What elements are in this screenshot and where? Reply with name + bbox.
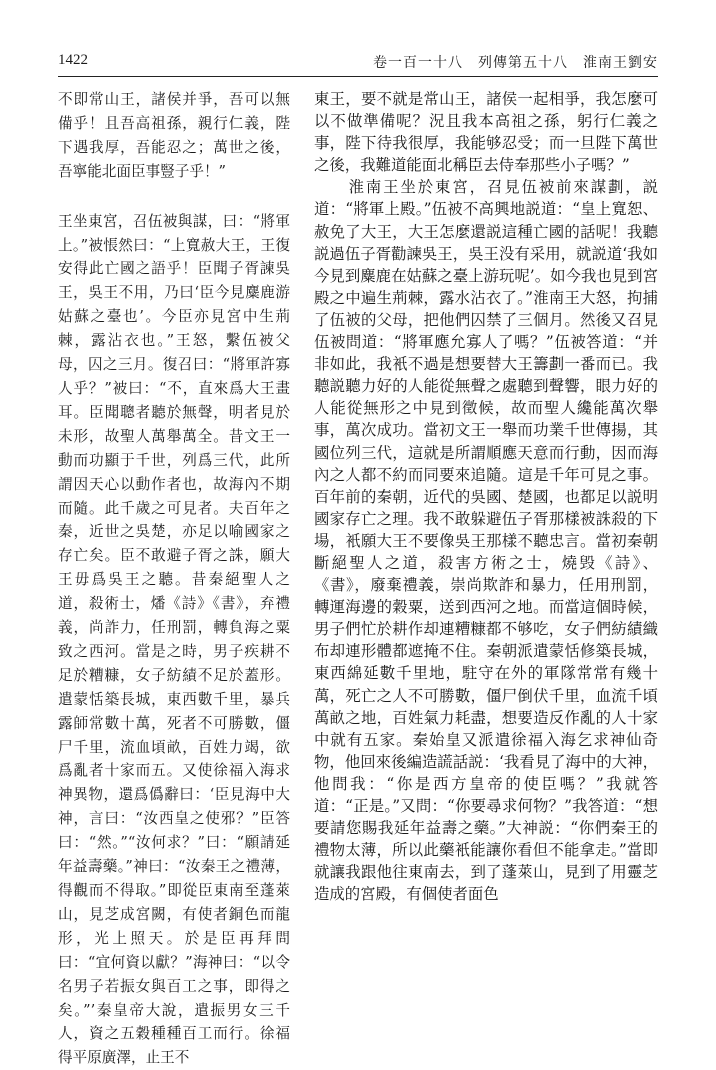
header-rule (58, 76, 658, 77)
running-title: 卷一百一十八 列傳第五十八 淮南王劉安 (373, 55, 658, 71)
page-number: 1422 (58, 52, 88, 68)
translation-paragraph-1: 東王，要不就是常山王，諸侯一起相爭，我怎麼可以不做準備呢？況且我本高祖之孫，躬行仁義之事，陛下待我很厚，我能够忍受；而一旦陛下萬世之後，我難道能面北稱臣去侍奉那些小子嗎？” (314, 90, 658, 175)
classical-text-column (58, 88, 290, 1067)
page-header (58, 52, 658, 72)
classical-paragraph-1: 不即常山王，諸侯并爭，吾可以無備乎！且吾高祖孫，親行仁義，陛下遇我厚，吾能忍之；萬世之後，吾寧能北面臣事豎子乎！” (58, 91, 290, 180)
translation-column (314, 88, 658, 980)
classical-paragraph-2: 王坐東宮，召伍被與謀，曰：“將軍上。”被悵然曰：“上寬赦大王，王復安得此亡國之語乎！臣聞子胥諫吳王，吳王不用，乃曰‘臣今見麋鹿游姑蘇之臺也’。今臣亦見宮中生荊棘，露沾衣也。”王怒，繫伍被父母，囚之三月。復召曰：“將軍許寡人乎？”被曰：“不，直來爲大王畫耳。臣聞聰者聽於無聲，明者見於未形，故聖人萬舉萬全。昔文王一動而功顯于千世，列爲三代，此所謂因天心以動作者也，故海內不期而隨。此千歲之可見者。夫百年之秦，近世之吳楚，亦足以喻國家之存亡矣。臣不敢避子胥之誅，願大王毋爲吳王之聽。昔秦絕聖人之道，殺術士，燔《詩》《書》，弃禮義，尚詐力，任刑罰，轉負海之粟致之西河。當是之時，男子疾耕不足於糟糠，女子紡績不足於蓋形。遣蒙恬築長城，東西數千里，暴兵露師常數十萬，死者不可勝數，僵尸千里，流血頃畝，百姓力竭，欲爲亂者十家而五。又使徐福入海求神異物，還爲僞辭曰：‘臣見海中大神，言曰：“汝西皇之使邪？”臣答曰：“然。”“汝何求？”曰：“願請延年益壽藥。”神曰：“汝秦王之禮薄，得觀而不得取。”即從臣東南至蓬萊山，見芝成宮闕，有使者銅色而龍形，光上照天。於是臣再拜問曰：“宜何資以獻？”海神曰：“以令名男子若振女與百工之事，即得之矣。”’秦皇帝大說，遣振男女三千人，資之五穀種種百工而行。徐福得平原廣澤，止王不 (58, 212, 290, 1067)
translation-paragraph-2: 淮南王坐於東宮，召見伍被前來謀劃，説道：“將軍上殿。”伍被不高興地説道：“皇上寬恕、赦免了大王，大王怎麼還説這種亡國的話呢！我聽説過伍子胥勸諫吳王，吳王没有采用，就説道‘我如今見到麋鹿在姑蘇之臺上游玩呢’。如今我也見到宮殿之中遍生荊棘，露水沾衣了。”淮南王大怒，拘捕了伍被的父母，把他們囚禁了三個月。然後又召見伍被問道：“將軍應允寡人了嗎？”伍被答道：“并非如此，我衹不過是想要替大王籌劃一番而已。我聽説聽力好的人能從無聲之處聽到聲響，眼力好的人能從無形之中見到徵候，故而聖人纔能萬次舉事，萬次成功。當初文王一舉而功業千世傳揚，其國位列三代，這就是所謂順應天意而行動，因而海內之人都不約而同要來追隨。這是千年可見之事。百年前的秦朝，近代的吳國、楚國，也都足以説明國家存亡之理。我不敢躲避伍子胥那樣被誅殺的下場，衹願大王不要像吳王那樣不聽忠言。當初秦朝斷絕聖人之道，殺害方術之士，燒毁《詩》、《書》，廢棄禮義，崇尚欺詐和暴力，任用刑罰，轉運海邊的穀粟，送到西河之地。而當這個時候，男子們忙於耕作却連糟糠都不够吃，女子們紡績織布却連形體都遮掩不住。秦朝派遣蒙恬修築長城，東西綿延數千里地，駐守在外的軍隊常常有幾十萬，死亡之人不可勝數，僵尸倒伏千里，血流千頃萬畝之地，百姓氣力耗盡，想要造反作亂的人十家中就有五家。秦始皇又派遣徐福入海乞求神仙奇物，他回來後編造謊話説：‘我看見了海中的大神，他問我：“你是西方皇帝的使臣嗎？”我就答道：“正是。”又問：“你要尋求何物？”我答道：“想要請您賜我延年益壽之藥。”大神説：“你們秦王的禮物太薄，所以此藥衹能讓你看但不能拿走。”當即就讓我跟他往東南去，到了蓬萊山，見到了用靈芝造成的宮殿，有個使者面色 (314, 178, 658, 904)
